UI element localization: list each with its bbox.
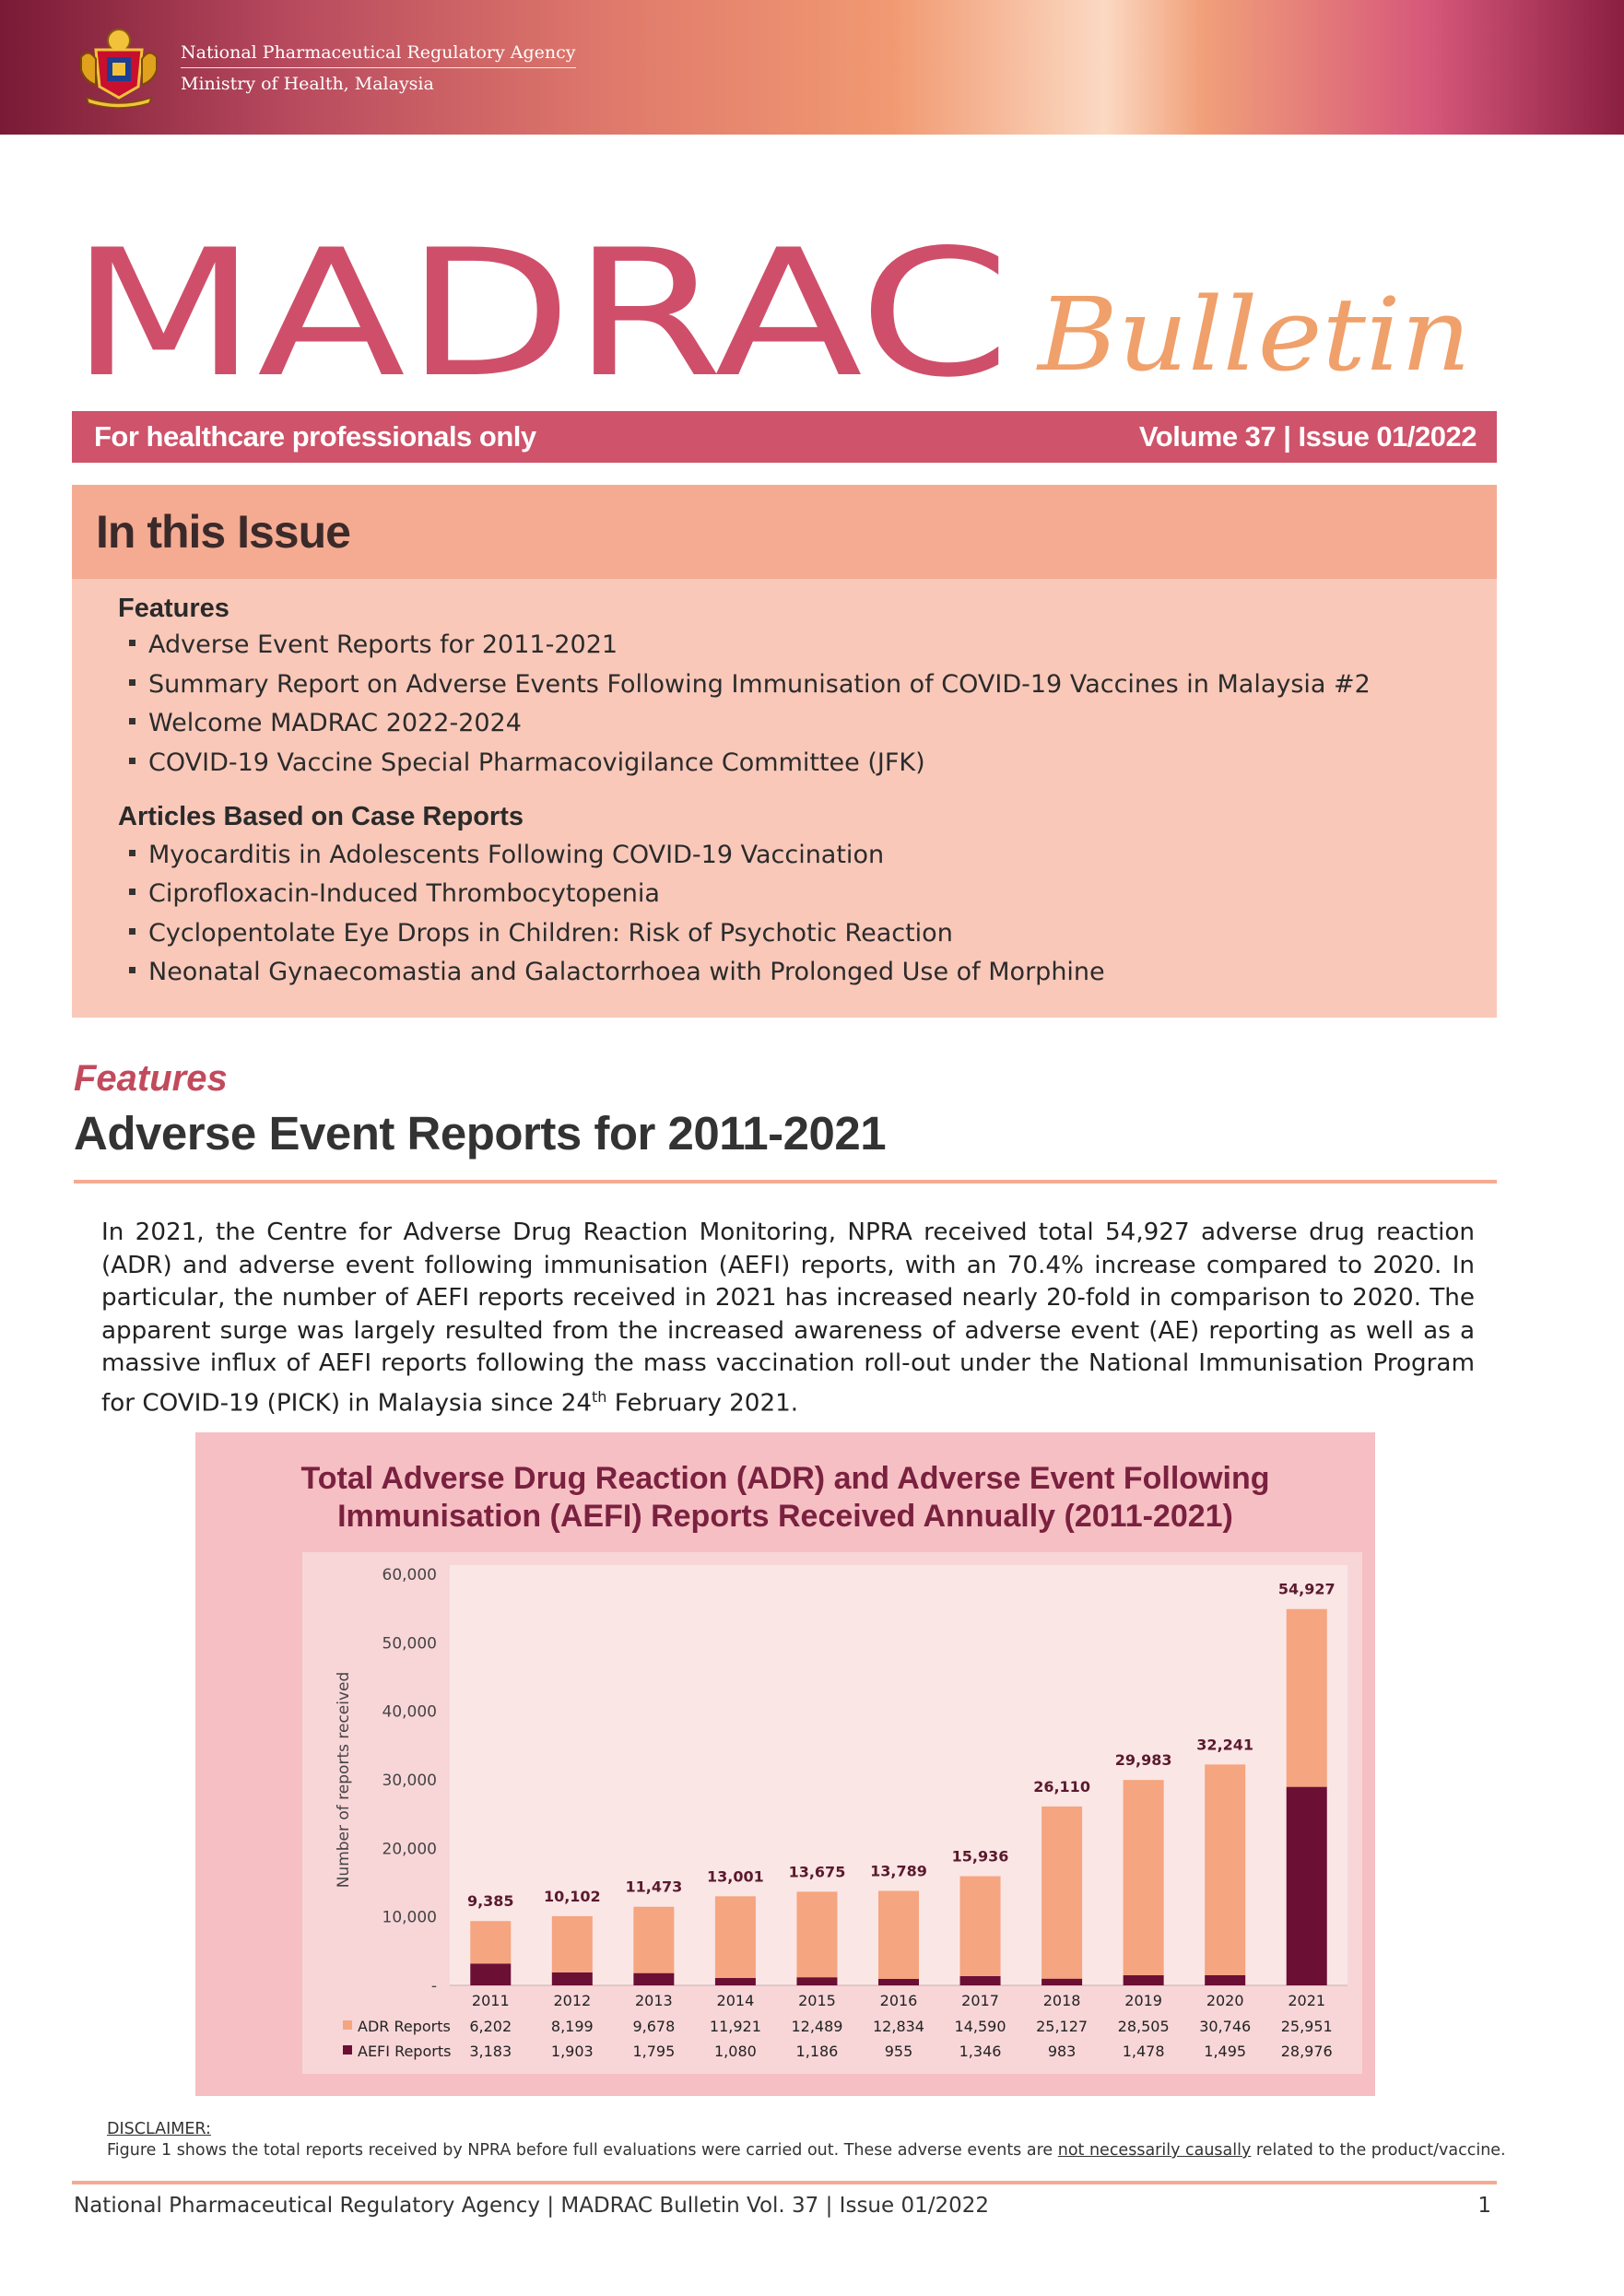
bar-aefi (715, 1978, 756, 1985)
toc-item[interactable] (129, 879, 660, 908)
features-heading: Features (118, 594, 229, 623)
bullet-square-icon (129, 718, 135, 724)
masthead-title: MADRAC (70, 218, 1010, 402)
toc-item-label: Myocarditis in Adolescents Following COVID-19 Vaccination (148, 841, 885, 869)
title-divider (74, 1180, 1497, 1183)
table-cell-adr: 28,505 (1117, 2018, 1170, 2035)
x-tick-label: 2013 (635, 1992, 673, 2009)
bar-total-label: 9,385 (466, 1892, 514, 1911)
y-tick-label: 30,000 (382, 1772, 437, 1790)
bar-total-label: 15,936 (951, 1847, 1009, 1866)
table-cell-aefi: 1,903 (550, 2043, 594, 2060)
x-tick-label: 2019 (1124, 1992, 1162, 2009)
toc-item-label: Summary Report on Adverse Events Following Immunisation of COVID-19 Vaccines in Malaysia #2 (148, 670, 1371, 699)
chart-title-line-2: Immunisation (AEFI) Reports Received Annually (2011-2021) (337, 1499, 1233, 1534)
bar-adr (633, 1907, 674, 1973)
in-this-issue-box (72, 485, 1497, 1018)
page-number: 1 (1477, 2194, 1491, 2218)
bar-aefi (960, 1976, 1001, 1985)
toc-item-label: Welcome MADRAC 2022-2024 (148, 709, 522, 737)
disclaimer-text-end: related to the product/vaccine. (1251, 2141, 1506, 2160)
table-cell-adr: 9,678 (632, 2018, 676, 2035)
table-cell-aefi: 3,183 (469, 2043, 512, 2060)
x-tick-label: 2012 (553, 1992, 592, 2009)
agency-name (181, 44, 576, 93)
x-tick-label: 2018 (1042, 1992, 1081, 2009)
agency-line-1: National Pharmaceutical Regulatory Agency (181, 44, 576, 68)
bar-aefi (1287, 1787, 1327, 1985)
table-cell-aefi: 1,186 (795, 2043, 839, 2060)
disclaimer-text (107, 2141, 1506, 2160)
x-tick-label: 2021 (1288, 1992, 1326, 2009)
toc-item-label: Adverse Event Reports for 2011-2021 (148, 630, 618, 659)
bar-adr (1287, 1609, 1327, 1787)
x-tick-label: 2011 (471, 1992, 510, 2009)
x-tick-label: 2020 (1206, 1992, 1244, 2009)
toc-item-label: Cyclopentolate Eye Drops in Children: Risk of Psychotic Reaction (148, 919, 953, 948)
table-cell-adr: 14,590 (954, 2018, 1006, 2035)
disclaimer-text-start: Figure 1 shows the total reports received by NPRA before full evaluations were carried out. These adverse events are (107, 2141, 1058, 2160)
bar-aefi (878, 1979, 919, 1985)
toc-item[interactable] (129, 748, 925, 777)
bar-adr (552, 1916, 593, 1972)
bar-total-label: 11,473 (625, 1878, 683, 1896)
table-cell-aefi: 983 (1047, 2043, 1077, 2060)
bar-total-label: 26,110 (1033, 1777, 1090, 1796)
y-tick-label: 60,000 (382, 1566, 437, 1584)
table-cell-aefi: 955 (884, 2043, 913, 2060)
table-cell-adr: 12,489 (791, 2018, 843, 2035)
chart-panel (195, 1432, 1375, 2096)
y-tick-label: 50,000 (382, 1634, 437, 1654)
disclaimer-heading: DISCLAIMER: (107, 2120, 211, 2138)
y-tick-label: 20,000 (382, 1840, 437, 1859)
disclaimer-text-underlined: not necessarily causally (1057, 2141, 1252, 2160)
bar-adr (1205, 1764, 1245, 1975)
bullet-square-icon (129, 889, 135, 895)
bar-aefi (552, 1972, 593, 1985)
y-tick-label: 40,000 (382, 1702, 437, 1722)
bullet-square-icon (129, 758, 135, 764)
toc-item-label: Ciprofloxacin-Induced Thrombocytopenia (148, 879, 660, 908)
bar-adr (470, 1921, 511, 1963)
table-cell-adr: 12,834 (873, 2018, 924, 2035)
legend-swatch-aefi (343, 2045, 352, 2055)
bullet-square-icon (129, 679, 135, 686)
x-tick-label: 2014 (716, 1992, 755, 2009)
table-cell-aefi: 1,478 (1122, 2043, 1165, 2060)
legend-label-aefi: AEFI Reports (358, 2043, 452, 2060)
bar-aefi (633, 1973, 674, 1985)
in-this-issue-header (72, 485, 1497, 579)
audience-note: For healthcare professionals only (94, 420, 536, 453)
footer-divider (72, 2181, 1497, 2184)
table-cell-adr: 25,951 (1280, 2018, 1333, 2035)
toc-item[interactable] (129, 670, 1371, 699)
bar-total-label: 13,001 (707, 1867, 764, 1886)
article-title: Adverse Event Reports for 2011-2021 (74, 1107, 887, 1160)
bar-adr (796, 1891, 837, 1977)
bullet-square-icon (129, 640, 135, 646)
x-tick-label: 2015 (798, 1992, 836, 2009)
table-cell-aefi: 1,080 (714, 2043, 757, 2060)
volume-issue: Volume 37 | Issue 01/2022 (1138, 420, 1477, 453)
bar-total-label: 29,983 (1114, 1751, 1172, 1770)
toc-item[interactable] (129, 958, 1105, 986)
masthead-logo (70, 218, 1508, 402)
articles-heading: Articles Based on Case Reports (118, 802, 524, 831)
bar-total-label: 32,241 (1196, 1736, 1254, 1754)
table-cell-adr: 25,127 (1036, 2018, 1089, 2035)
article-paragraph (101, 1217, 1475, 1420)
bar-adr (960, 1877, 1001, 1976)
bar-adr (1041, 1807, 1082, 1979)
toc-item[interactable] (129, 919, 953, 948)
x-tick-label: 2017 (961, 1992, 999, 2009)
bar-aefi (470, 1963, 511, 1985)
footer-text: National Pharmaceutical Regulatory Agency | MADRAC Bulletin Vol. 37 | Issue 01/2022 (74, 2194, 990, 2218)
bar-total-label: 13,789 (870, 1862, 927, 1880)
malaysia-coat-of-arms-icon (68, 20, 170, 109)
audience-volume-band (72, 411, 1497, 463)
legend-swatch-adr (343, 2020, 352, 2030)
toc-item[interactable] (129, 841, 884, 869)
paragraph-text-end: February 2021. (606, 1389, 799, 1418)
bar-aefi (1041, 1979, 1082, 1985)
chart-title-line-1: Total Adverse Drug Reaction (ADR) and Adverse Event Following (300, 1461, 1270, 1496)
section-label: Features (74, 1058, 228, 1099)
bar-total-label: 10,102 (543, 1887, 601, 1905)
x-tick-label: 2016 (879, 1992, 918, 2009)
table-cell-adr: 8,199 (550, 2018, 594, 2035)
bullet-square-icon (129, 850, 135, 856)
bar-aefi (1205, 1975, 1245, 1985)
bullet-square-icon (129, 928, 135, 935)
bar-adr (715, 1896, 756, 1978)
table-cell-adr: 11,921 (709, 2018, 761, 2035)
toc-item-label: COVID-19 Vaccine Special Pharmacovigilance Committee (JFK) (148, 748, 925, 777)
bar-total-label: 54,927 (1277, 1580, 1336, 1598)
toc-item[interactable] (129, 630, 618, 659)
table-cell-adr: 6,202 (469, 2018, 512, 2035)
bullet-square-icon (129, 967, 135, 973)
table-cell-aefi: 1,795 (632, 2043, 676, 2060)
table-cell-adr: 30,746 (1199, 2018, 1252, 2035)
table-cell-aefi: 1,346 (959, 2043, 1002, 2060)
disclaimer (107, 2120, 1506, 2160)
table-cell-aefi: 1,495 (1204, 2043, 1247, 2060)
bar-adr (1124, 1780, 1164, 1975)
in-this-issue-heading: In this Issue (96, 506, 350, 558)
legend-label-adr: ADR Reports (358, 2018, 451, 2035)
bar-aefi (1124, 1975, 1164, 1985)
masthead-subtitle: Bulletin (1035, 276, 1471, 394)
bar-total-label: 13,675 (788, 1863, 846, 1881)
paragraph-text: In 2021, the Centre for Adverse Drug Reaction Monitoring, NPRA received total 54,927 adverse drug reaction (ADR) and adverse event following immunisation (AEFI) reports, with an 70.4% increase compared to 2020. In particular, the number of AEFI reports received in 2021 has increased nearly 20-fold in comparison to 2020. The apparent surge was largely resulted from the increased awareness of adverse event (AE) reporting as well as a massive influx of AEFI reports following the mass vaccination roll-out under the National Immunisation Program for COVID-19 (PICK) in Malaysia since 24 (101, 1219, 1475, 1418)
y-tick-label: - (430, 1977, 437, 1996)
stacked-bar-chart (195, 1432, 1375, 2096)
y-axis-label: Number of reports received (335, 1671, 353, 1889)
toc-item[interactable] (129, 709, 522, 737)
bar-adr (878, 1891, 919, 1979)
toc-item-label: Neonatal Gynaecomastia and Galactorrhoea with Prolonged Use of Morphine (148, 958, 1105, 986)
agency-line-2: Ministry of Health, Malaysia (181, 74, 434, 94)
table-cell-aefi: 28,976 (1280, 2043, 1333, 2060)
y-tick-label: 10,000 (382, 1908, 437, 1927)
header-bar (0, 0, 1624, 135)
bar-aefi (796, 1977, 837, 1985)
paragraph-superscript: th (592, 1387, 607, 1406)
